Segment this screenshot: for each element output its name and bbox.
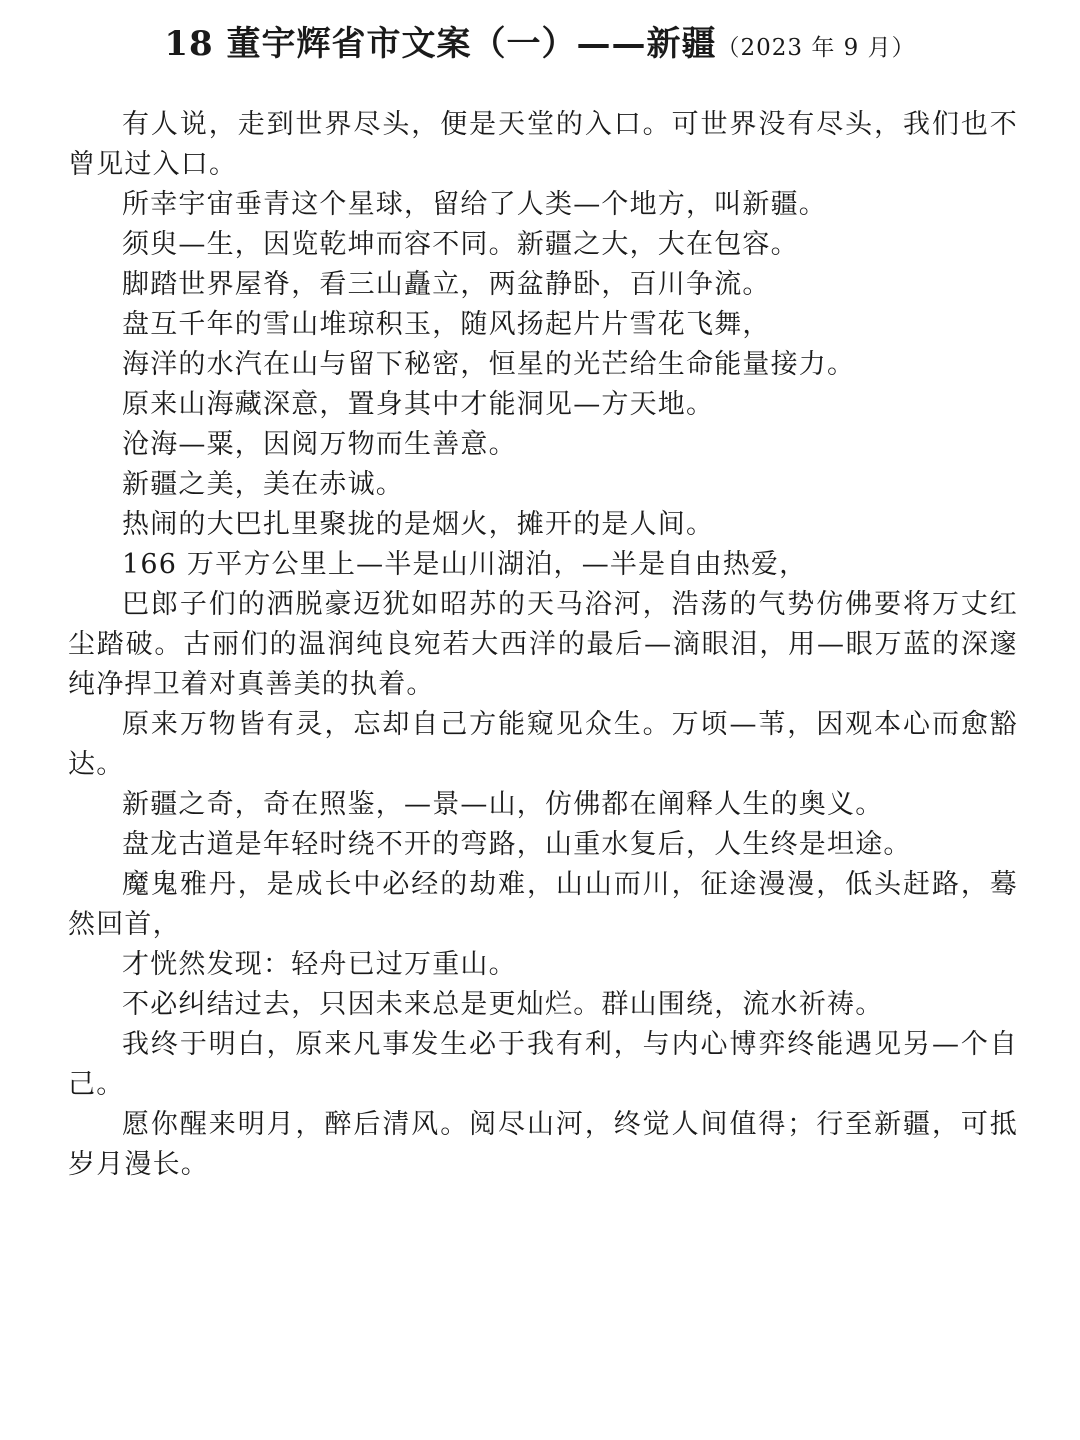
paragraph: 盘龙古道是年轻时绕不开的弯路，山重水复后，人生终是坦途。 — [122, 829, 912, 860]
paragraph: 新疆之奇，奇在照鉴，—景—山，仿佛都在阐释人生的奥义。 — [122, 789, 884, 820]
document-title — [0, 14, 1080, 80]
paragraph: 所幸宇宙垂青这个星球，留给了人类—个地方，叫新疆。 — [122, 189, 827, 220]
paragraph: 不必纠结过去，只因未来总是更灿烂。群山围绕，流水祈祷。 — [122, 989, 884, 1020]
paragraph: 原来山海藏深意，置身其中才能洞见—方天地。 — [122, 389, 715, 420]
paragraph: 脚踏世界屋脊，看三山矗立，两盆静卧，百川争流。 — [122, 269, 771, 300]
article-body — [68, 105, 1018, 1185]
paragraph: 愿你醒来明月，醉后清风。阅尽山河，终觉人间值得；行至新疆，可抵岁月漫长。 — [68, 1109, 1018, 1180]
paragraph: 沧海—粟，因阅万物而生善意。 — [122, 429, 517, 460]
paragraph: 才恍然发现：轻舟已过万重山。 — [122, 949, 517, 980]
paragraph: 原来万物皆有灵，忘却自己方能窥见众生。万顷—苇，因观本心而愈豁达。 — [68, 709, 1018, 780]
title-text: 18 董宇辉省市文案（一）——新疆 — [164, 24, 717, 64]
paragraph: 有人说，走到世界尽头，便是天堂的入口。可世界没有尽头，我们也不曾见过入口。 — [68, 109, 1018, 180]
paragraph: 盘互千年的雪山堆琼积玉，随风扬起片片雪花飞舞， — [122, 309, 771, 340]
paragraph: 须臾—生，因览乾坤而容不同。新疆之大，大在包容。 — [122, 229, 799, 260]
paragraph: 我终于明白，原来凡事发生必于我有利，与内心博弈终能遇见另—个自己。 — [68, 1029, 1018, 1100]
paragraph: 热闹的大巴扎里聚拢的是烟火，摊开的是人间。 — [122, 509, 715, 540]
paragraph: 新疆之美，美在赤诚。 — [122, 469, 404, 500]
paragraph: 海洋的水汽在山与留下秘密，恒星的光芒给生命能量接力。 — [122, 349, 856, 380]
title-date: （2023 年 9 月） — [716, 35, 916, 61]
paragraph: 魔鬼雅丹，是成长中必经的劫难，山山而川，征途漫漫，低头赶路，蓦然回首， — [68, 869, 1018, 940]
paragraph: 166 万平方公里上—半是山川湖泊，—半是自由热爱， — [122, 549, 808, 580]
paragraph: 巴郎子们的洒脱豪迈犹如昭苏的天马浴河，浩荡的气势仿佛要将万丈红尘踏破。古丽们的温润纯良宛若大西洋的最后—滴眼泪，用—眼万蓝的深邃纯净捍卫着对真善美的执着。 — [68, 589, 1018, 700]
